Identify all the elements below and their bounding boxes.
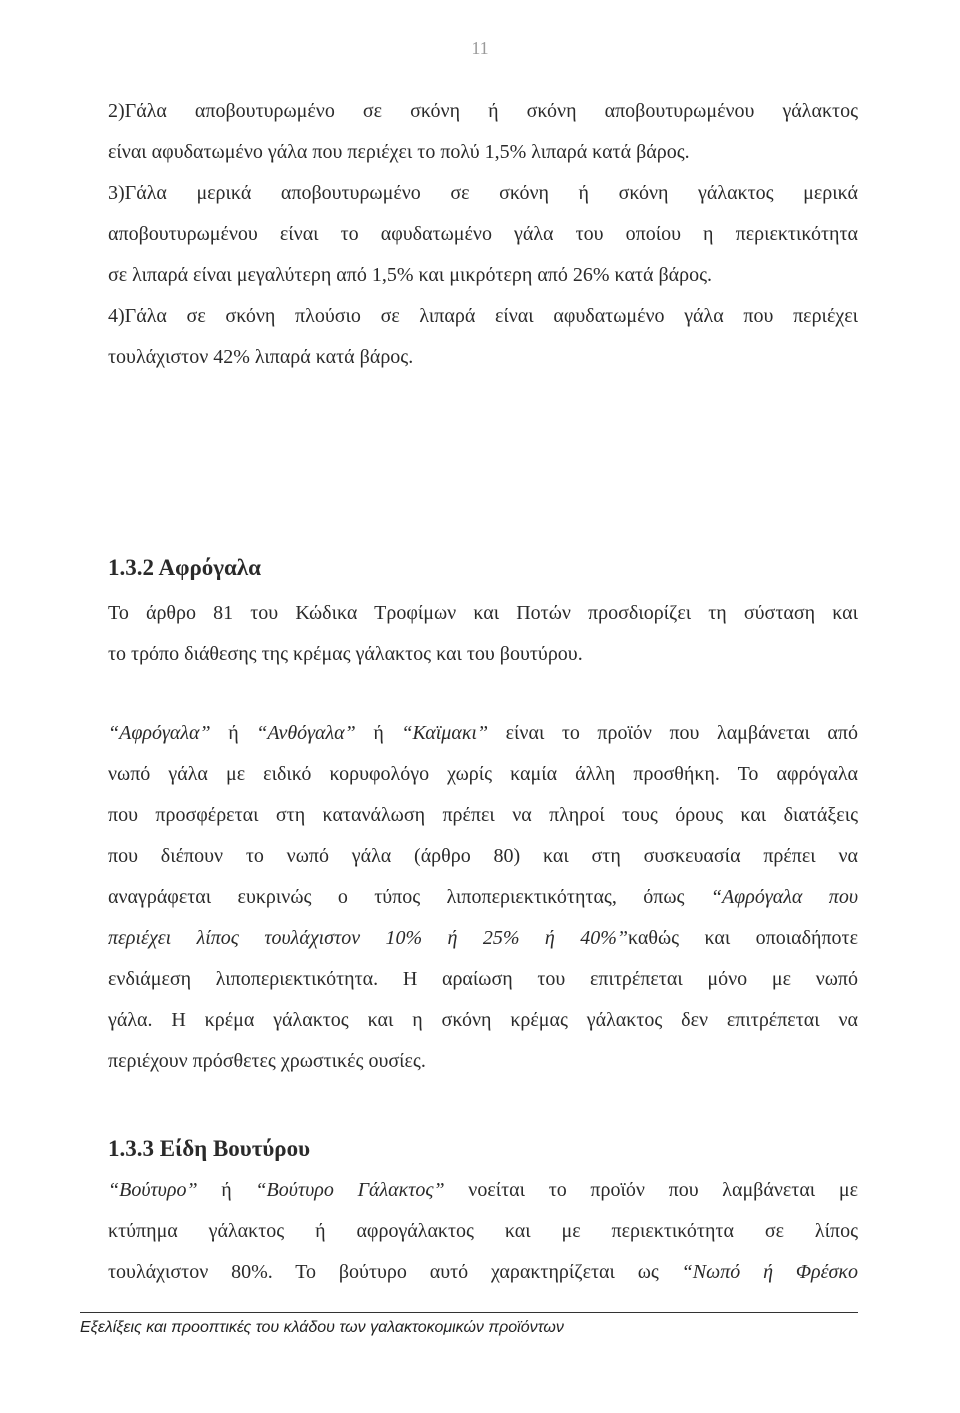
text-fragment: νοείται το προϊόν που λαμβάνεται με — [444, 1179, 858, 1201]
text-line: είναι αφυδατωμένο γάλα που περιέχει το πολύ 1,5% λιπαρά κατά βάρος. — [108, 141, 690, 163]
label-example: περιέχει λίπος τουλάχιστον 10% ή 25% ή 40%” — [108, 927, 629, 949]
text-line: 4)Γάλα σε σκόνη πλούσιο σε λιπαρά είναι αφυδατωμένο γάλα που περιέχει — [108, 305, 858, 327]
text-line: 2)Γάλα αποβουτυρωμένο σε σκόνη ή σκόνη αποβουτυρωμένου γάλακτος — [108, 100, 858, 122]
text-fragment: είναι το προϊόν που λαμβάνεται από — [488, 722, 858, 744]
text-fragment: τουλάχιστον 80%. Το βούτυρο αυτό χαρακτηρίζεται ως — [108, 1261, 682, 1283]
text-fragment: αναγράφεται ευκρινώς ο τύπος λιποπεριεκτικότητας, όπως — [108, 886, 711, 908]
term-nopo-freskо: “Νωπό ή Φρέσκο — [681, 1261, 858, 1283]
section-heading: 1.3.2 Αφρόγαλα — [108, 555, 261, 580]
text-line: 3)Γάλα μερικά αποβουτυρωμένο σε σκόνη ή σκόνη γάλακτος μερικά — [108, 182, 858, 204]
text-line: νωπό γάλα με ειδικό κορυφολόγο χωρίς καμία άλλη προσθήκη. Το αφρόγαλα — [108, 763, 858, 785]
text-line — [108, 877, 858, 918]
page-number: 11 — [471, 38, 489, 58]
text-line: σε λιπαρά είναι μεγαλύτερη από 1,5% και μικρότερη από 26% κατά βάρος. — [108, 264, 713, 286]
term-afrogala: “Αφρόγαλα” — [108, 722, 211, 744]
text-fragment: καθώς και οποιαδήποτε — [628, 927, 858, 949]
text-line — [108, 713, 858, 754]
definition-paragraph — [108, 713, 858, 1082]
connector-text: ή — [355, 722, 402, 744]
text-line: ενδιάμεση λιποπεριεκτικότητα. Η αραίωση του επιτρέπεται μόνο με νωπό — [108, 968, 858, 990]
term-anthogala: “Ανθόγαλα” — [256, 722, 356, 744]
section-heading: 1.3.3 Είδη Βουτύρου — [108, 1136, 311, 1161]
top-paragraphs — [108, 91, 858, 378]
term-voutyro: “Βούτυρο” — [108, 1179, 198, 1201]
section-1-3-3 — [108, 1134, 858, 1293]
text-line: που προσφέρεται στη κατανάλωση πρέπει να πληροί τους όρους και διατάξεις — [108, 804, 858, 826]
text-line: που διέπουν το νωπό γάλα (άρθρο 80) και στη συσκευασία πρέπει να — [108, 845, 858, 867]
intro-paragraph — [108, 593, 858, 675]
paragraph-item-4 — [108, 296, 858, 378]
section-1-3-2 — [108, 553, 858, 1082]
term-voutyro-galaktos: “Βούτυρο Γάλακτος” — [255, 1179, 445, 1201]
footer-divider — [80, 1312, 858, 1313]
connector-text: ή — [210, 722, 257, 744]
paragraph-item-2 — [108, 91, 858, 173]
label-example: “Αφρόγαλα που — [710, 886, 858, 908]
butter-paragraph — [108, 1170, 858, 1293]
text-line — [108, 918, 858, 959]
text-line — [108, 1252, 858, 1293]
text-line: αποβουτυρωμένου είναι το αφυδατωμένο γάλα του οποίου η περιεκτικότητα — [108, 223, 858, 245]
text-line: κτύπημα γάλακτος ή αφρογάλακτος και με περιεκτικότητα σε λίπος — [108, 1220, 858, 1242]
text-line: γάλα. Η κρέμα γάλακτος και η σκόνη κρέμας γάλακτος δεν επιτρέπεται να — [108, 1009, 858, 1031]
text-line: Το άρθρο 81 του Κώδικα Τροφίμων και Ποτών προσδιορίζει τη σύσταση και — [108, 602, 858, 624]
connector-text: ή — [197, 1179, 256, 1201]
paragraph-item-3 — [108, 173, 858, 296]
text-line — [108, 1170, 858, 1211]
footer-title: Εξελίξεις και προοπτικές του κλάδου των γαλακτοκομικών προϊόντων — [80, 1319, 564, 1336]
text-line: τουλάχιστον 42% λιπαρά κατά βάρος. — [108, 346, 414, 368]
term-kaimaki: “Καϊμακι” — [401, 722, 489, 744]
text-line: το τρόπο διάθεσης της κρέμας γάλακτος και του βουτύρου. — [108, 643, 583, 665]
text-line: περιέχουν πρόσθετες χρωστικές ουσίες. — [108, 1050, 426, 1072]
